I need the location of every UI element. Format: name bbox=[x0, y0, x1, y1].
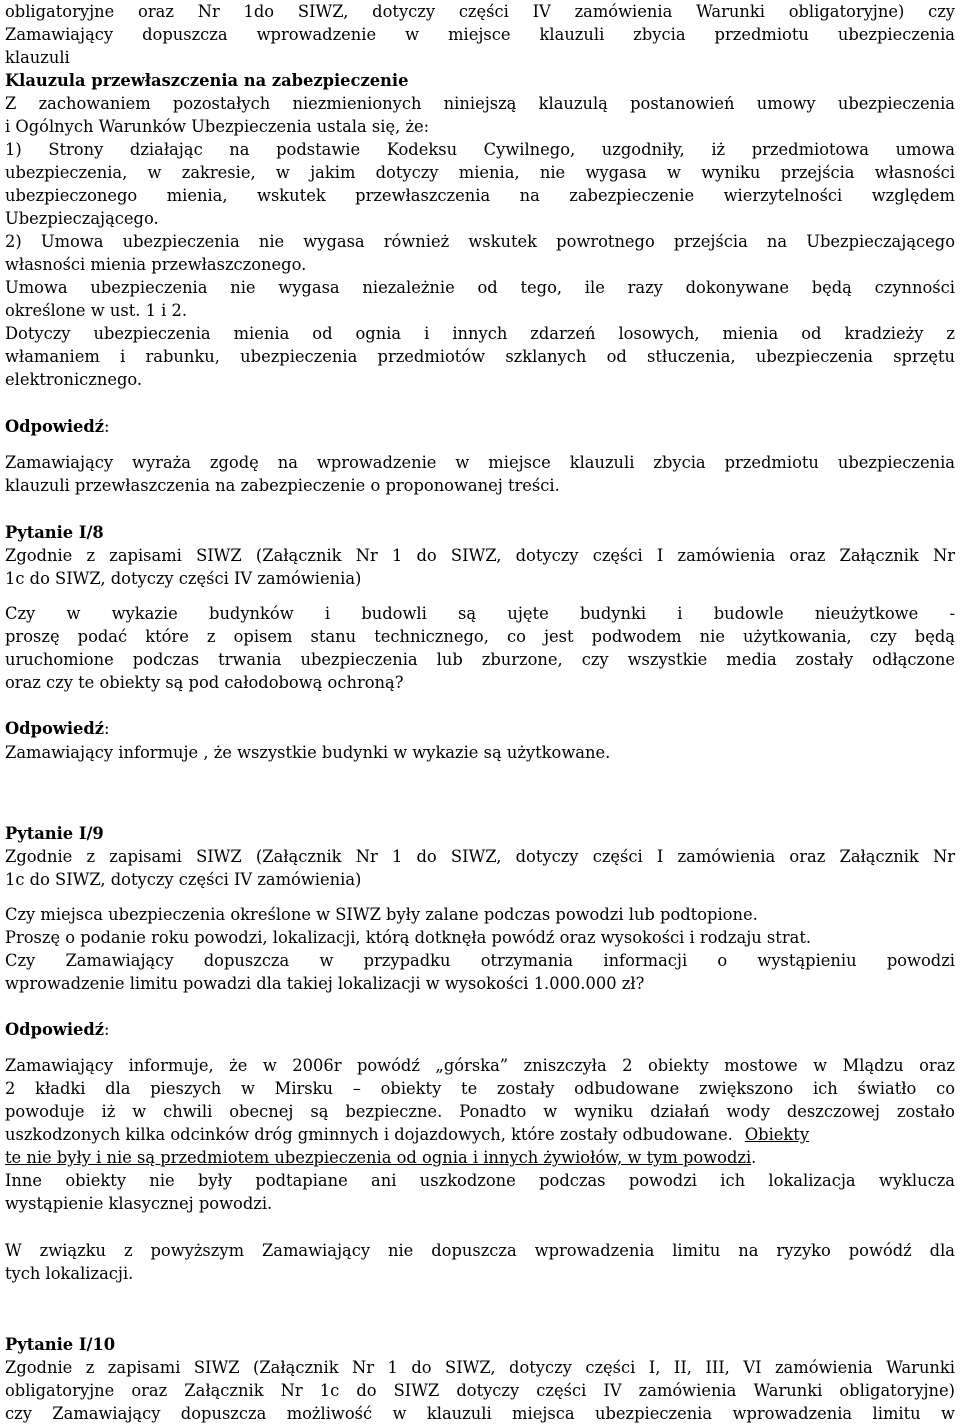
paragraph-line: własności mienia przewłaszczonego. bbox=[5, 255, 307, 274]
question-line: Czy miejsca ubezpieczenia określone w SIWZ były zalane podczas powodzi lub podtopione. bbox=[5, 905, 758, 924]
answer-line: Zamawiający informuje, że w 2006r powódź „górska” zniszczyła 2 obiekty mostowe w Mlądzu oraz bbox=[5, 1056, 955, 1075]
reference-line: Zgodnie z zapisami SIWZ (Załącznik Nr 1 do SIWZ, dotyczy części I, II, III, VI zamówienia Warunki bbox=[5, 1358, 955, 1377]
paragraph-line: ubezpieczonego mienia, wskutek przewłaszczenia na zabezpieczenie wierzytelności względem bbox=[5, 186, 955, 205]
answer-line: 2 kładki dla pieszych w Mirsku – obiekty te zostały odbudowane zwiększono ich światło co bbox=[5, 1079, 955, 1098]
reference-line: Zgodnie z zapisami SIWZ (Załącznik Nr 1 do SIWZ, dotyczy części I zamówienia oraz Załącznik Nr bbox=[5, 847, 955, 866]
paragraph-line: Dotyczy ubezpieczenia mienia od ognia i innych zdarzeń losowych, mienia od kradzieży z bbox=[5, 324, 955, 343]
answer-label bbox=[5, 415, 955, 438]
question-line: proszę podać które z opisem stanu technicznego, co jest podwodem nie użytkowania, czy będą bbox=[5, 627, 955, 646]
answer-label bbox=[5, 717, 955, 740]
paragraph-line: klauzuli bbox=[5, 48, 70, 67]
paragraph-line: określone w ust. 1 i 2. bbox=[5, 301, 188, 320]
question-line: wprowadzenie limitu powadzi dla takiej lokalizacji w wysokości 1.000.000 zł? bbox=[5, 974, 645, 993]
answer-line-text: uszkodzonych kilka odcinków dróg gminnych i dojazdowych, które zostały odbudowane. bbox=[5, 1125, 733, 1144]
answer-line bbox=[5, 1146, 955, 1169]
answer-label-colon: : bbox=[104, 1020, 110, 1039]
question-line: Proszę o podanie roku powodzi, lokalizacji, którą dotknęła powódź oraz wysokości i rodzaju strat. bbox=[5, 928, 812, 947]
paragraph-line: Z zachowaniem pozostałych niezmienionych niniejszą klauzulą postanowień umowy ubezpieczenia bbox=[5, 94, 955, 113]
reference-line: obligatoryjne oraz Załącznik Nr 1c do SIWZ dotyczy części IV zamówienia Warunki obligatoryjne) bbox=[5, 1381, 955, 1400]
underlined-text: te nie były i nie są przedmiotem ubezpieczenia od ognia i innych żywiołów, w tym powodzi bbox=[5, 1148, 752, 1167]
question-line: Czy w wykazie budynków i budowli są ujęte budynki i budowle nieużytkowe - bbox=[5, 604, 955, 623]
conclusion-line: W związku z powyższym Zamawiający nie dopuszcza wprowadzenia limitu na ryzyko powódź dla bbox=[5, 1241, 955, 1260]
question-title: Pytanie I/10 bbox=[5, 1335, 116, 1354]
question-line: Czy Zamawiający dopuszcza w przypadku otrzymania informacji o wystąpieniu powodzi bbox=[5, 951, 955, 970]
conclusion-line: tych lokalizacji. bbox=[5, 1264, 134, 1283]
answer-line bbox=[5, 1123, 955, 1146]
paragraph-line: ubezpieczenia, w zakresie, w jakim dotyczy mienia, nie wygasa w wyniku przejścia własności bbox=[5, 163, 955, 182]
answer-line-end: . bbox=[751, 1148, 757, 1167]
paragraph-line: 1) Strony działając na podstawie Kodeksu Cywilnego, uzgodniły, iż przedmiotowa umowa bbox=[5, 140, 955, 159]
reference-line: Zgodnie z zapisami SIWZ (Załącznik Nr 1 do SIWZ, dotyczy części I zamówienia oraz Załącznik Nr bbox=[5, 546, 955, 565]
answer-label bbox=[5, 1018, 955, 1041]
reference-line: czy Zamawiający dopuszcza możliwość w klauzuli miejsca ubezpieczenia wprowadzenia limitu w bbox=[5, 1404, 955, 1423]
question-line: oraz czy te obiekty są pod całodobową ochroną? bbox=[5, 673, 404, 692]
paragraph-line: Zamawiający dopuszcza wprowadzenie w miejsce klauzuli zbycia przedmiotu ubezpieczenia bbox=[5, 25, 955, 44]
answer-label-text: Odpowiedź bbox=[5, 417, 104, 436]
answer-line: wystąpienie klasycznej powodzi. bbox=[5, 1194, 273, 1213]
paragraph-line: elektronicznego. bbox=[5, 370, 143, 389]
paragraph-line: i Ogólnych Warunków Ubezpieczenia ustala się, że: bbox=[5, 117, 430, 136]
answer-line: Zamawiający wyraża zgodę na wprowadzenie w miejsce klauzuli zbycia przedmiotu ubezpieczenia bbox=[5, 453, 955, 472]
question-line: uruchomione podczas trwania ubezpieczenia lub zburzone, czy wszystkie media zostały odłączone bbox=[5, 650, 955, 669]
answer-label-text: Odpowiedź bbox=[5, 719, 104, 738]
paragraph-line: obligatoryjne oraz Nr 1do SIWZ, dotyczy części IV zamówienia Warunki obligatoryjne) czy bbox=[5, 2, 955, 21]
answer-line: powoduje iż w chwili obecnej są bezpieczne. Ponadto w wyniku działań wody deszczowej zostało bbox=[5, 1102, 955, 1121]
answer-line: Inne obiekty nie były podtapiane ani uszkodzone podczas powodzi ich lokalizacja wyklucza bbox=[5, 1171, 955, 1190]
underlined-text: Obiekty bbox=[744, 1125, 810, 1144]
reference-line: 1c do SIWZ, dotyczy części IV zamówienia) bbox=[5, 569, 362, 588]
answer-label-text: Odpowiedź bbox=[5, 1020, 104, 1039]
paragraph-line: 2) Umowa ubezpieczenia nie wygasa również wskutek powrotnego przejścia na Ubezpieczającego bbox=[5, 232, 955, 251]
clause-heading: Klauzula przewłaszczenia na zabezpieczenie bbox=[5, 71, 409, 90]
answer-line: Zamawiający informuje , że wszystkie budynki w wykazie są użytkowane. bbox=[5, 743, 611, 762]
answer-label-colon: : bbox=[104, 417, 110, 436]
question-title: Pytanie I/8 bbox=[5, 523, 104, 542]
reference-line: 1c do SIWZ, dotyczy części IV zamówienia) bbox=[5, 870, 362, 889]
question-title: Pytanie I/9 bbox=[5, 824, 104, 843]
answer-label-colon: : bbox=[104, 719, 110, 738]
paragraph-line: Umowa ubezpieczenia nie wygasa niezależnie od tego, ile razy dokonywane będą czynności bbox=[5, 278, 955, 297]
paragraph-line: włamaniem i rabunku, ubezpieczenia przedmiotów szklanych od stłuczenia, ubezpieczenia sprzętu bbox=[5, 347, 955, 366]
answer-line: klauzuli przewłaszczenia na zabezpieczenie o proponowanej treści. bbox=[5, 476, 560, 495]
paragraph-line: Ubezpieczającego. bbox=[5, 209, 159, 228]
